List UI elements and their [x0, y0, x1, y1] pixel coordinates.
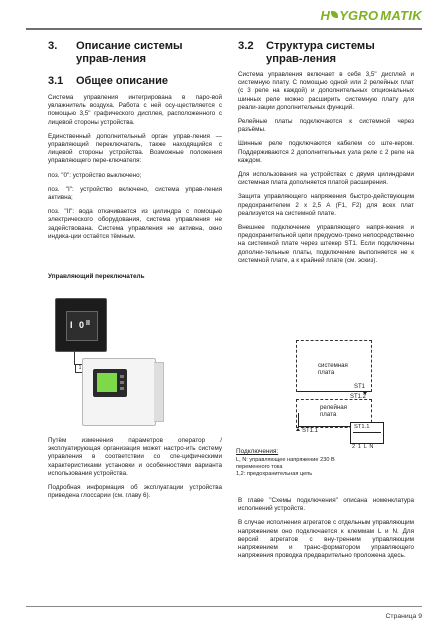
callout-leader: [74, 350, 75, 365]
right-column: [238, 40, 414, 265]
terminal-bar: [353, 432, 381, 433]
page-number: Страница 9: [385, 613, 422, 620]
subsection-number: 3.2: [238, 40, 254, 52]
section-number: 3.: [48, 40, 58, 52]
paragraph: Подробная информация об эксплуатации устройства приведена глоссарии (см. главу 6).: [48, 484, 222, 500]
switch-pos-ii-label: II: [86, 320, 90, 327]
subsection-number: 3.1: [48, 75, 64, 87]
paragraph: Единственный дополнительный орган управ-ления — управляющий переключатель, также находящийся с лицевой стороны устройства. Возможные положения управляющего пере-ключателя:: [48, 132, 222, 165]
paragraph: В главе "Схемы подключения" описана номенклатура исполнений устройств.: [238, 497, 414, 513]
device-button: [120, 387, 124, 390]
right-lower-text: [238, 497, 414, 560]
logo-text: YGRO: [339, 7, 379, 23]
st1-1-label: ST1.1: [302, 428, 319, 434]
logo-letter-m: M: [380, 7, 392, 23]
st1-label: ST1: [354, 384, 366, 390]
paragraph: Защита управляющего напряжения быстро-действующим предохранителем 2 х 2,5 А (F1, F2) для всех плат реализуется на системной плате.: [238, 193, 414, 217]
graphic-display: [97, 373, 117, 392]
st1-2-label: ST1.2: [350, 394, 367, 400]
subsection-title: Структура системы управ-ления: [266, 40, 375, 65]
terminal-title: ST1.1: [354, 424, 370, 430]
switch-pos-i-label: I: [70, 320, 73, 330]
device-button: [120, 381, 124, 384]
relay-board-label: релейная плата: [320, 404, 347, 419]
arrow-icon: [296, 428, 300, 431]
logo-letter: H: [320, 7, 331, 23]
paragraph: Для использования на устройствах с двумя цилиндрами системная плата дополняется платой расширения.: [238, 171, 414, 187]
paragraph: Шинные реле подключаются кабелем со ште-кером. Поддерживаются 2 дополнительных узла реле с 2 реле на каждом.: [238, 140, 414, 164]
callout-number: 1: [75, 364, 85, 373]
legend-line: 1,2: предохранительная цепь: [236, 471, 313, 477]
logo-text-end: ATIK: [391, 7, 422, 23]
figure-caption: Управляющий переключатель: [48, 273, 145, 281]
paragraph: Релейные платы подключаются к системной через разъёмы.: [238, 118, 414, 134]
paragraph: Путём изменения параметров оператор / эксплуатирующая организация может настро-ить систему управления в соответствии со спе-цифическими характеристиками установки и особенностями варианта использования устройства.: [48, 437, 222, 477]
humidifier-side: [154, 362, 164, 422]
wire: [298, 391, 370, 392]
leaf-icon: [331, 11, 338, 18]
paragraph: Система управления включает в себя 3,5" дисплей и системную плату. С помощью одной или 2 релейных плат (с 3 реле на каждой) и дополнительных опциональных шинных реле можно расширить системную плату для реали-зации дополнительных функций.: [238, 71, 414, 111]
paragraph: Система управления интегрирована в паро-вой увлажнитель воздуха. Работа с ней осу-ществляется с помощью 3,5" графического дисплея, расположенного с лицевой стороны устройства.: [48, 94, 222, 126]
list-item: поз. "II": вода откачивается из цилиндра с помощью электрического оборудования, система управления не задействована. Система управления не активна, окно индика-ции остаётся тёмным.: [48, 208, 222, 240]
display-frame: [93, 369, 127, 397]
subsection-title: Общее описание: [76, 75, 168, 87]
paragraph: Внешнее подключение управляющего напря-жения и предохранительной цепи предусмо-трено непосредственно на системной плате через штекер ST1. Если подключены дополни-тельные платы, подключение выполняется не к системной плате, а к крайней плате (см. эскиз).: [238, 224, 414, 264]
footer-rule: [26, 606, 422, 607]
subsection-heading: [48, 75, 222, 88]
system-board-label: системная плата: [318, 362, 348, 377]
terminal-labels: 2 1 L N: [352, 444, 375, 450]
wire: [298, 413, 299, 426]
device-button: [120, 375, 124, 378]
list-item: поз. "0": устройство выключено;: [48, 171, 142, 179]
section-title: Описание системы управ-ления: [76, 40, 183, 65]
switch-pos-0-label: 0: [79, 320, 85, 330]
humidifier-front-image: [82, 358, 156, 426]
header-rule: [26, 28, 422, 30]
switch-rocker: [66, 311, 98, 341]
legend-title: Подключения:: [236, 448, 279, 455]
legend-line: L, N: управляющее напряжение 230 В: [236, 457, 335, 463]
st1-1-terminal: [350, 422, 384, 444]
paragraph: В случае исполнения агрегатов с отдельным управляющим напряжением оно подключается к клеммам L и N. Для версий агрегатов с вну-тренним управляющим напряжением и транс-форматором управляющего напряжения проводка предварительно проложена здесь.: [238, 519, 414, 560]
subsection-heading: [238, 40, 414, 66]
left-column: [48, 40, 222, 280]
list-item: поз. "I": устройство включено, система управ-ления активна;: [48, 185, 222, 202]
hygromatik-logo: [320, 7, 422, 23]
control-switch-image: [55, 298, 107, 352]
section-heading: [48, 40, 222, 66]
left-lower-text: [48, 437, 222, 500]
legend-line: переменного тока: [236, 464, 283, 470]
